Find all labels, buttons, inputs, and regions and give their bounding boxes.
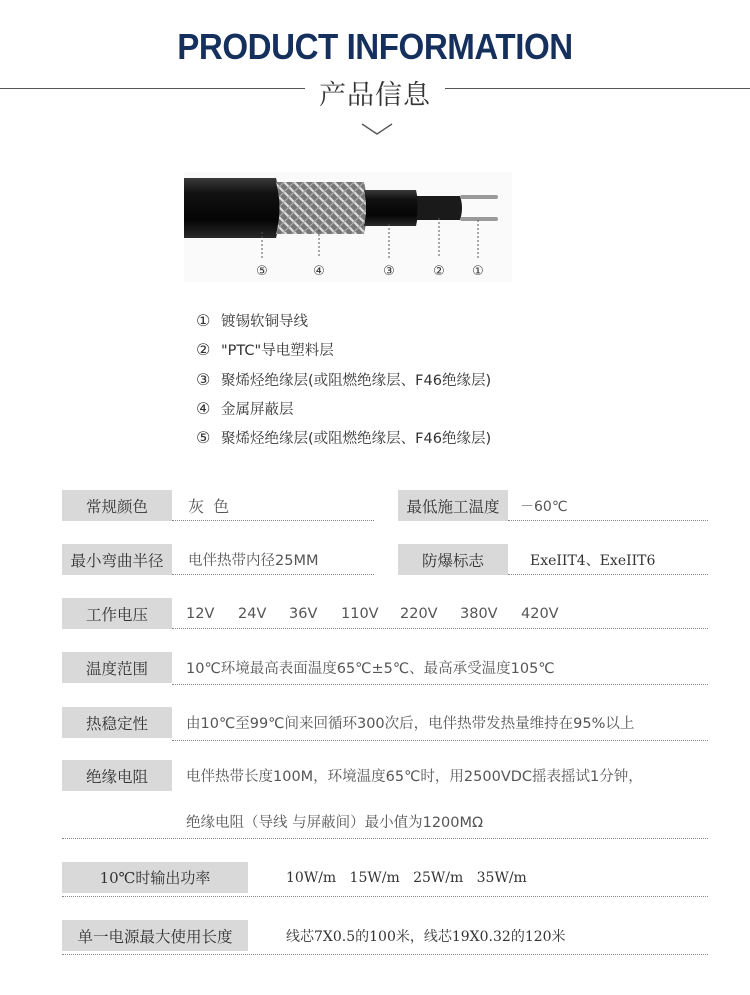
legend-number: ⑤ bbox=[196, 428, 211, 448]
divider bbox=[62, 896, 708, 897]
marker-5: ⑤ bbox=[256, 264, 268, 279]
voltage-option: 220V bbox=[400, 605, 438, 622]
marker-3: ③ bbox=[383, 264, 395, 279]
spec-value-power: 10W/m 15W/m 25W/m 35W/m bbox=[286, 869, 527, 886]
voltage-option: 12V bbox=[186, 605, 215, 622]
divider bbox=[172, 574, 374, 575]
legend-number: ② bbox=[196, 340, 211, 360]
voltage-option: 420V bbox=[521, 605, 559, 622]
legend-item bbox=[196, 394, 491, 423]
divider bbox=[62, 954, 708, 955]
divider bbox=[172, 628, 708, 629]
divider bbox=[62, 838, 708, 839]
marker-2: ② bbox=[433, 264, 445, 279]
divider bbox=[172, 740, 708, 741]
layer-legend bbox=[196, 306, 491, 452]
spec-value-color: 灰 色 bbox=[188, 497, 232, 516]
divider bbox=[172, 684, 708, 685]
legend-number: ④ bbox=[196, 399, 211, 419]
divider bbox=[508, 574, 708, 575]
legend-text: 聚烯烃绝缘层(或阻燃绝缘层、F46绝缘层) bbox=[221, 431, 492, 448]
marker-4: ④ bbox=[313, 264, 325, 279]
spec-label-min-temp: 最低施工温度 bbox=[398, 490, 508, 521]
spec-value-bend-radius: 电伴热带内径25MM bbox=[188, 553, 319, 569]
cable-structure-image bbox=[184, 172, 512, 282]
spec-label-color: 常规颜色 bbox=[62, 490, 172, 521]
voltage-option: 36V bbox=[289, 605, 318, 622]
spec-value-max-length: 线芯7X0.5的100米，线芯19X0.32的120米 bbox=[286, 928, 566, 945]
divider bbox=[172, 520, 374, 521]
spec-value-min-temp: －60℃ bbox=[520, 498, 568, 515]
spec-label-power: 10℃时输出功率 bbox=[62, 862, 248, 893]
spec-label-insulation: 绝缘电阻 bbox=[62, 760, 172, 791]
chevron-down-icon bbox=[361, 122, 393, 136]
spec-label-voltage: 工作电压 bbox=[62, 598, 172, 629]
spec-value-insulation-line2: 绝缘电阻（导线 与屏蔽间）最小值为1200MΩ bbox=[186, 815, 484, 831]
legend-text: 聚烯烃绝缘层(或阻燃绝缘层、F46绝缘层) bbox=[221, 372, 492, 389]
page-title: PRODUCT INFORMATION bbox=[177, 26, 573, 67]
legend-text: "PTC"导电塑料层 bbox=[221, 343, 334, 360]
legend-item bbox=[196, 365, 491, 394]
voltage-option: 380V bbox=[460, 605, 498, 622]
spec-value-temp-range: 10℃环境最高表面温度65℃±5℃、最高承受温度105℃ bbox=[186, 661, 555, 677]
spec-label-max-length: 单一电源最大使用长度 bbox=[62, 920, 248, 951]
page-subtitle: 产品信息 bbox=[319, 80, 431, 111]
divider bbox=[508, 520, 708, 521]
marker-1: ① bbox=[472, 264, 484, 279]
legend-text: 金属屏蔽层 bbox=[221, 402, 294, 419]
spec-label-explosion: 防爆标志 bbox=[398, 544, 508, 575]
spec-label-thermal: 热稳定性 bbox=[62, 707, 172, 738]
legend-item bbox=[196, 335, 491, 364]
legend-number: ③ bbox=[196, 369, 211, 389]
legend-item bbox=[196, 306, 491, 335]
header-rule-left bbox=[0, 88, 305, 89]
spec-value-thermal: 由10℃至99℃间来回循环300次后，电伴热带发热量维持在95%以上 bbox=[186, 716, 635, 732]
spec-value-insulation-line1: 电伴热带长度100M，环境温度65℃时，用2500VDC摇表摇试1分钟， bbox=[186, 769, 643, 785]
legend-item bbox=[196, 423, 491, 452]
spec-value-explosion: ExeIIT4、ExeIIT6 bbox=[530, 552, 656, 569]
legend-text: 镀锡软铜导线 bbox=[221, 314, 308, 331]
header-rule-right bbox=[445, 88, 750, 89]
spec-label-bend-radius: 最小弯曲半径 bbox=[62, 544, 172, 575]
legend-number: ① bbox=[196, 311, 211, 331]
voltage-option: 24V bbox=[238, 605, 267, 622]
spec-label-temp-range: 温度范围 bbox=[62, 652, 172, 683]
voltage-option: 110V bbox=[341, 605, 379, 622]
